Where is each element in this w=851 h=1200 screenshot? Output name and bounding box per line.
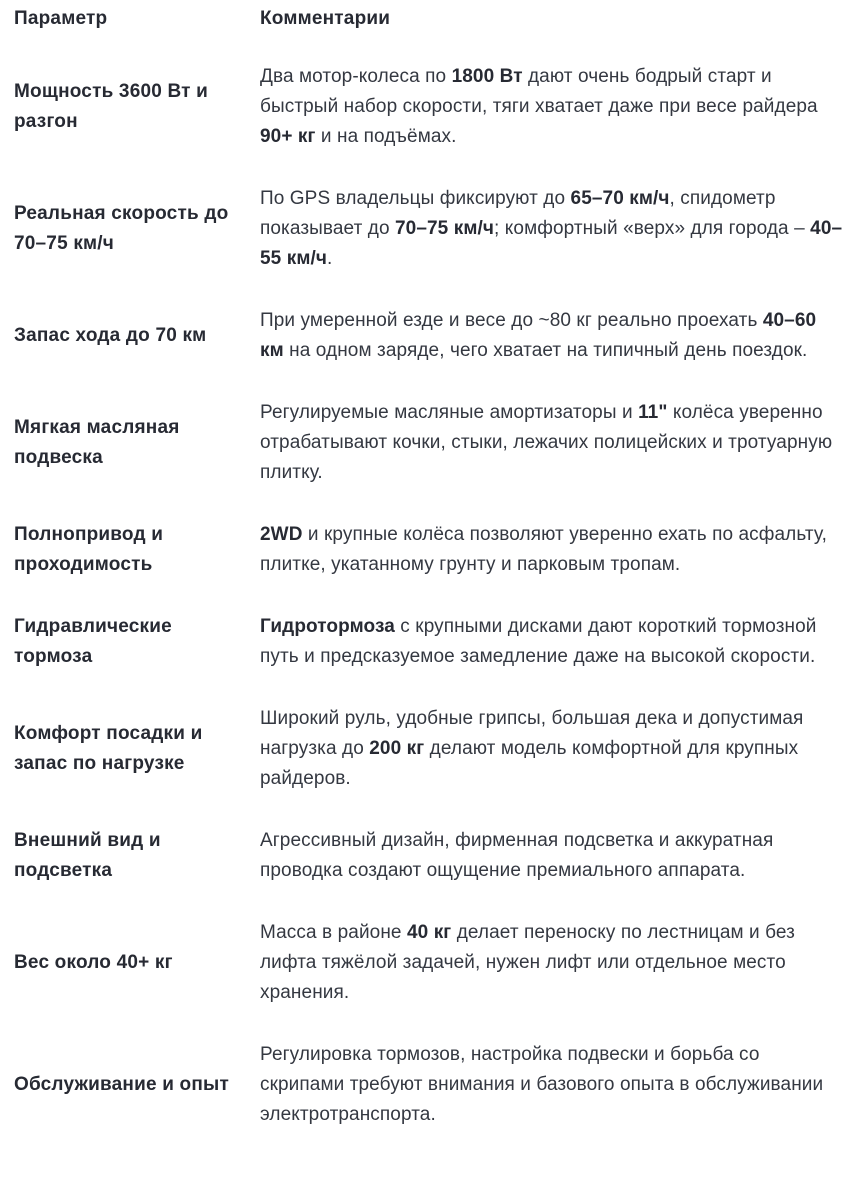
comment-cell: [260, 290, 845, 382]
comment-segment: делает переноску по лестницам и без лифта тяжёлой задачей, нужен лифт или отдельное место хранения.: [260, 922, 795, 1003]
param-cell: Вес около 40+ кг: [14, 952, 173, 973]
comment-segment: на одном заряде, чего хватает на типичный день поездок.: [283, 340, 808, 361]
comment-bold-segment: 40–60 км: [260, 310, 817, 361]
param-cell: Запас хода до 70 км: [14, 325, 207, 346]
comment-segment: ; комфортный «верх» для города –: [494, 218, 811, 239]
table-row: [14, 290, 845, 382]
comment-segment: с крупными дисками дают короткий тормозной путь и предсказуемое замедление даже на высокой скорости.: [260, 616, 817, 667]
table-row: [14, 1024, 845, 1146]
comment-segment: Регулируемые масляные амортизаторы и: [260, 402, 639, 423]
table-row: [14, 504, 845, 596]
comment-cell: [260, 688, 845, 810]
comment-cell: [260, 810, 845, 902]
comment-segment: Два мотор-колеса по: [260, 66, 452, 87]
comment-bold-segment: 2WD: [260, 524, 303, 545]
comment-segment: При умеренной езде и весе до ~80 кг реально проехать: [260, 310, 763, 331]
table-row: [14, 46, 845, 168]
comment-bold-segment: 40–55 км/ч: [260, 218, 843, 269]
comment-cell: [260, 168, 845, 290]
comment-cell: [260, 902, 845, 1024]
column-header-comments: Комментарии: [260, 8, 391, 29]
param-cell: Обслуживание и опыт: [14, 1074, 229, 1095]
comment-segment: Агрессивный дизайн, фирменная подсветка и аккуратная проводка создают ощущение премиального аппарата.: [260, 830, 774, 881]
table-row: [14, 596, 845, 688]
comment-bold-segment: 200 кг: [369, 738, 425, 759]
comment-segment: Регулировка тормозов, настройка подвески и борьба со скрипами требуют внимания и базового опыта в обслуживании электротранспорта.: [260, 1044, 824, 1125]
param-cell: Мягкая масляная подвеска: [14, 417, 180, 468]
spec-table: [14, 8, 845, 1146]
comment-segment: Масса в районе: [260, 922, 407, 943]
table-row: [14, 902, 845, 1024]
comment-bold-segment: 70–75 км/ч: [395, 218, 495, 239]
param-cell: Мощность 3600 Вт и разгон: [14, 81, 209, 132]
comment-segment: дают очень бодрый старт и быстрый набор скорости, тяги хватает даже при весе райдера: [260, 66, 818, 117]
table-row: [14, 688, 845, 810]
comment-cell: [260, 1024, 845, 1146]
comment-segment: делают модель комфортной для крупных райдеров.: [260, 738, 799, 789]
comment-bold-segment: 1800 Вт: [451, 66, 523, 87]
comment-bold-segment: 40 кг: [406, 922, 452, 943]
param-cell: Гидравлические тормоза: [14, 616, 172, 667]
column-header-param: Параметр: [14, 8, 108, 29]
table-row: [14, 810, 845, 902]
param-cell: Полнопривод и проходимость: [14, 524, 164, 575]
comment-segment: и на подъёмах.: [315, 126, 457, 147]
header-row: [14, 8, 845, 46]
comment-bold-segment: 65–70 км/ч: [570, 188, 670, 209]
comment-segment: По GPS владельцы фиксируют до: [260, 188, 571, 209]
comment-cell: [260, 504, 845, 596]
spec-table-header: [14, 8, 845, 46]
table-row: [14, 168, 845, 290]
comment-segment: Широкий руль, удобные грипсы, большая дека и допустимая нагрузка до: [260, 708, 804, 759]
comment-bold-segment: 11": [638, 402, 668, 423]
spec-table-body: [14, 46, 845, 1146]
table-row: [14, 382, 845, 504]
comment-bold-segment: 90+ кг: [260, 126, 316, 147]
param-cell: Реальная скорость до 70–75 км/ч: [14, 203, 229, 254]
comment-segment: .: [327, 248, 333, 269]
comment-segment: колёса уверенно отрабатывают кочки, стыки, лежачих полицейских и тротуарную плитку.: [260, 402, 833, 483]
comment-segment: и крупные колёса позволяют уверенно ехать по асфальту, плитке, укатанному грунту и парковым тропам.: [260, 524, 827, 575]
comment-segment: , спидометр показывает до: [260, 188, 776, 239]
comment-bold-segment: Гидротормоза: [260, 616, 395, 637]
comment-cell: [260, 382, 845, 504]
param-cell: Внешний вид и подсветка: [14, 830, 161, 881]
param-cell: Комфорт посадки и запас по нагрузке: [14, 723, 203, 774]
comment-cell: [260, 46, 845, 168]
comment-cell: [260, 596, 845, 688]
